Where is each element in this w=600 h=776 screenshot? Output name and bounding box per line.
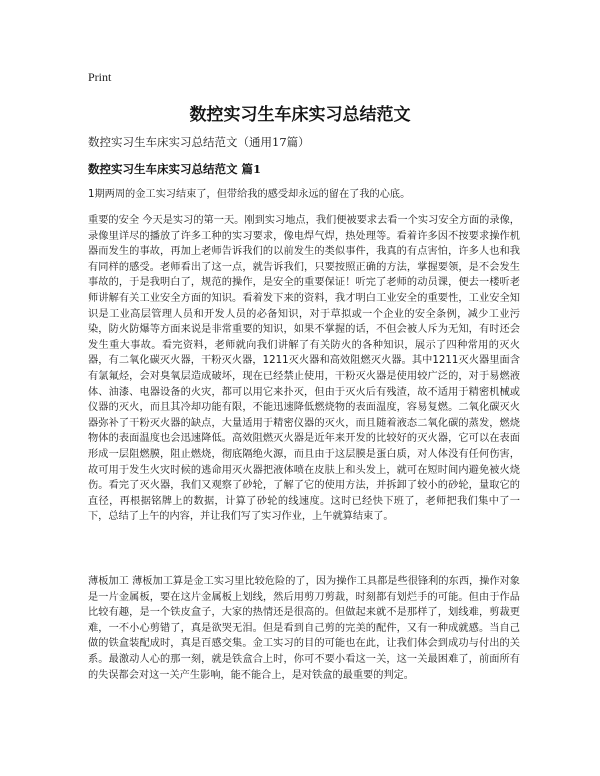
paragraph-text: 1期两周的金工实习结束了，但带给我的感受却永远的留在了我的心底。 [88,189,411,200]
document-subtitle: 数控实习生车床实习总结范文（通用17篇） [88,135,310,149]
paragraph-safety [88,213,520,525]
document-title: 数控实习生车床实习总结范文 [189,105,411,125]
paragraph-text: 薄板加工 薄板加工算是金工实习里比较危险的了，因为操作工具都是些很锋利的东西，操作对象是一片金属板，要在这片金属板上划线，然后用剪刀剪裁，时刻都有划烂手的可能。但由于作品比较有趣，是一个铁皮盒子，大家的热情还是很高的。但做起来就不是那样了，划线难，剪裁更难，一不小心剪错了，真是欲哭无泪。但是看到自己剪的完美的配件，又有一种成就感。当自己做的铁盒装配成时，真是百感交集。金工实习的目的可能也在此，让我们体会到成功与付出的关系。最激动人心的那一刻，就是铁盒合上时，你可不要小看这一关，这一关最困难了，前面所有的失误都会对这一关产生影响，能不能合上，是对铁盒的最重要的判定。 [88,576,520,681]
paragraph-sheet-metal [88,574,520,683]
section-heading: 数控实习生车床实习总结范文 篇1 [88,162,262,176]
paragraph-intro [88,187,520,203]
paragraph-text: 重要的安全 今天是实习的第一天。刚到实习地点，我们便被要求去看一个实习安全方面的录像，录像里详尽的播放了许多工种的实习要求，像电焊气焊，热处理等。看着许多因不按要求操作机器而发生的事故，再加上老师告诉我们的以前发生的类似事件，我真的有点害怕，许多人也和我有同样的感受。老师看出了这一点，就告诉我们，只要按照正确的方法，掌握要领，是不会发生事故的，于是我明白了，规范的操作，是安全的重要保证！听完了老师的动员课，便去一楼听老师讲解有关工业安全方面的知识。看着发下来的资料，我才明白工业安全的重要性，工业安全知识是工业高层管理人员和开发人员的必备知识，对于草拟或一个企业的安全条例，减少工业污染，防火防爆等方面来说是非常重要的知识，如果不掌握的话，不但会被人斥为无知，有时还会发生重大事故。看完资料，老师就向我们讲解了有关防火的各种知识，展示了四种常用的灭火器，有二氧化碳灭火器，干粉灭火器，1211灭火器和高效阻燃灭火器。其中1211灭火器里面含有氯氟烃，会对臭氧层造成破坏，现在已经禁止使用，干粉灭火器是使用较广泛的，对于易燃液体、油漆、电器设备的火灾，都可以用它来扑灭，但由于灭火后有残渣，故不适用于精密机械或仪器的灭火，而且其冷却功能有限，不能迅速降低燃烧物的表面温度，容易复燃。二氧化碳灭火器弥补了干粉灭火器的缺点，大量适用于精密仪器的灭火，而且随着液态二氧化碳的蒸发，燃烧物体的表面温度也会迅速降低。高效阻燃灭火器是近年来开发的比较好的灭火器，它可以在表面形成一层阻燃膜，阻止燃烧，彻底隔绝火源，而且由于这层膜是蛋白质，对人体没有任何伤害，故可用于发生火灾时候的逃命用灭火器把液体喷在皮肤上和头发上，就可在短时间内避免被火烧伤。看完了灭火器，我们又观察了砂轮，了解了它的使用方法，并拆卸了较小的砂轮，量取它的直径，再根据铭牌上的数据，计算了砂轮的线速度。这时已经快下班了，老师把我们集中了一下，总结了上午的内容，并让我们写了实习作业，上午就算结束了。 [88,215,520,523]
print-link[interactable]: Print [88,70,112,84]
